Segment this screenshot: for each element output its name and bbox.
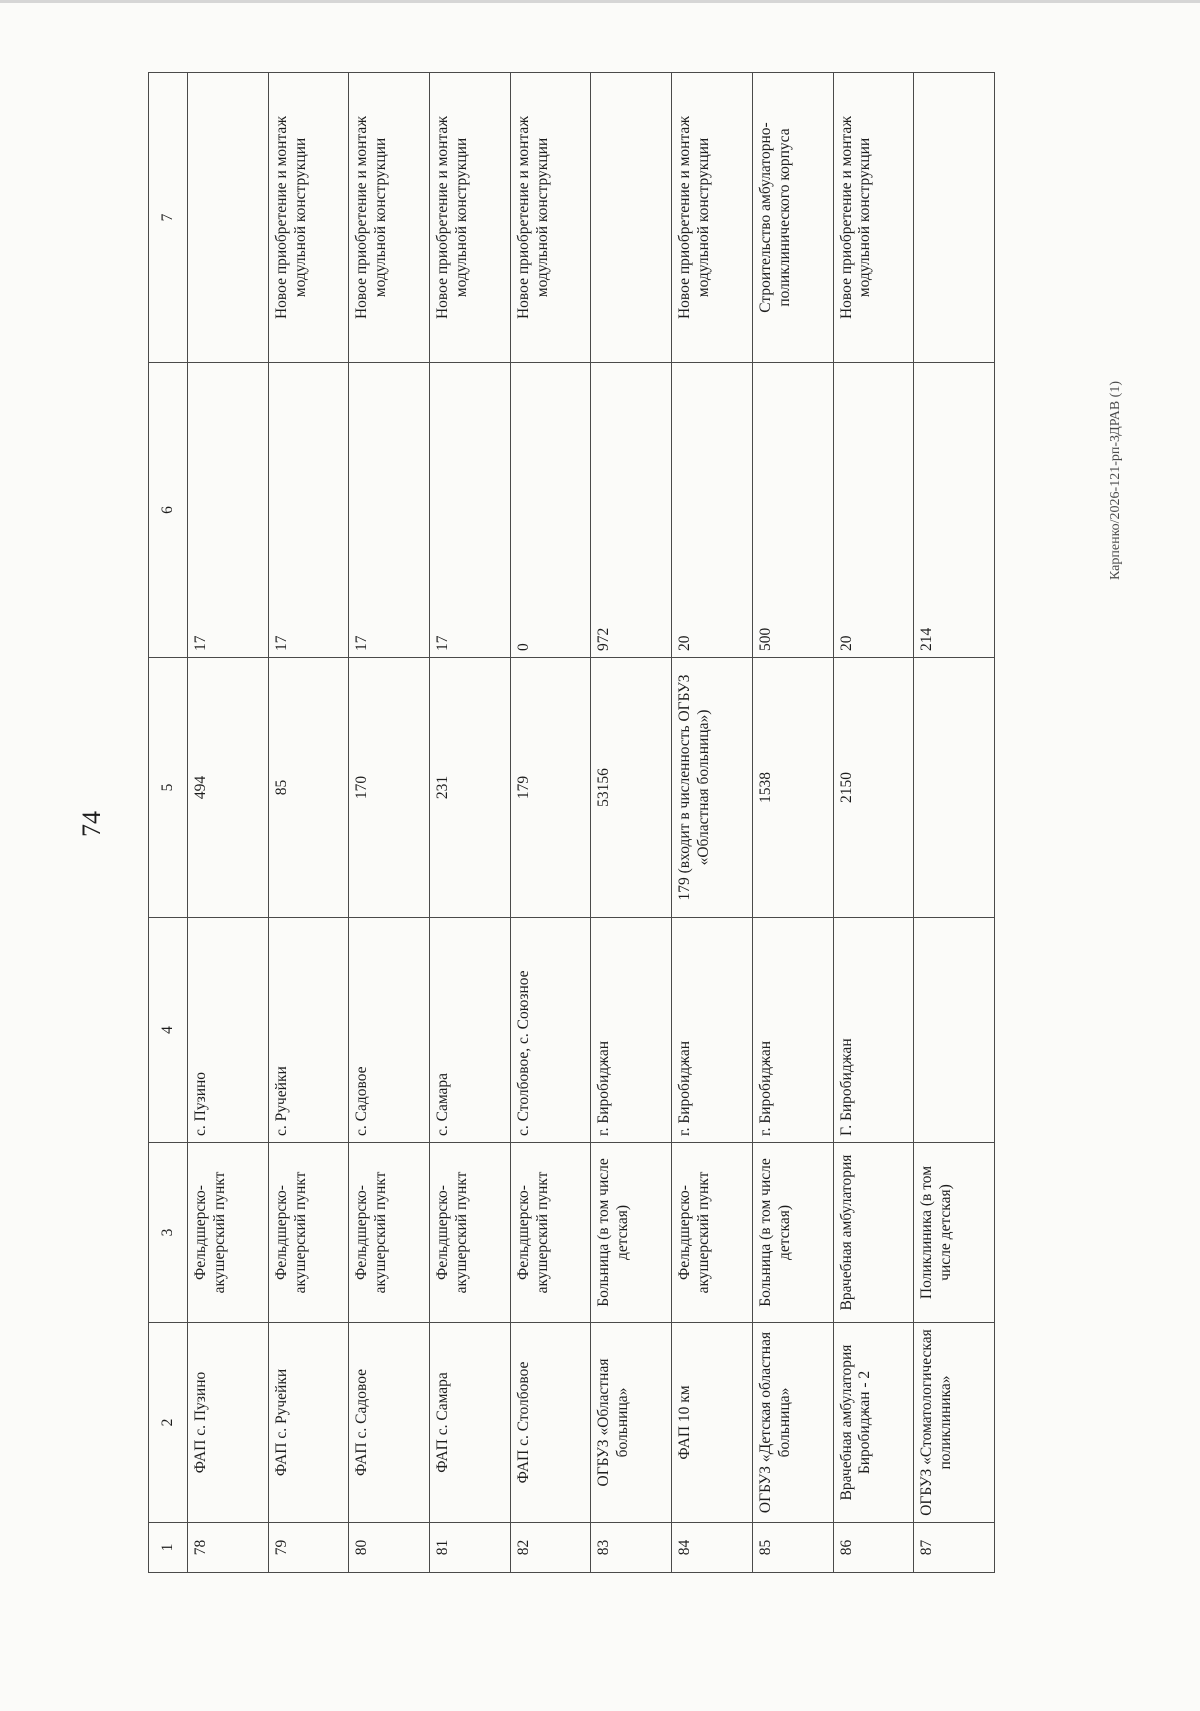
table-cell: ФАП с. Пузино <box>188 1323 269 1523</box>
table-cell: Строительство амбулаторно-поликлинического корпуса <box>752 73 833 363</box>
table-header <box>149 73 188 1573</box>
table-row <box>510 73 591 1573</box>
table-cell: Новое приобретение и монтаж модульной конструкции <box>833 73 914 363</box>
table-cell: 87 <box>914 1523 995 1573</box>
table-cell: с. Пузино <box>188 918 269 1143</box>
table-row <box>268 73 349 1573</box>
table-cell: Фельдшерско-акушерский пункт <box>510 1143 591 1323</box>
table-row <box>833 73 914 1573</box>
table-cell: 20 <box>672 363 753 658</box>
table-cell: 84 <box>672 1523 753 1573</box>
table-cell: 85 <box>268 658 349 918</box>
table-cell: 83 <box>591 1523 672 1573</box>
table-cell: Новое приобретение и монтаж модульной конструкции <box>430 73 511 363</box>
table-cell: Новое приобретение и монтаж модульной конструкции <box>510 73 591 363</box>
table-cell: 972 <box>591 363 672 658</box>
table-cell <box>914 918 995 1143</box>
table-cell: ФАП с. Столбовое <box>510 1323 591 1523</box>
table-cell: Новое приобретение и монтаж модульной конструкции <box>268 73 349 363</box>
table-row <box>188 73 269 1573</box>
table-cell: Врачебная амбулатория Биробиджан - 2 <box>833 1323 914 1523</box>
table-cell: 20 <box>833 363 914 658</box>
column-header: 3 <box>149 1143 188 1323</box>
table-cell: г. Биробиджан <box>672 918 753 1143</box>
column-header: 7 <box>149 73 188 363</box>
column-header: 4 <box>149 918 188 1143</box>
column-header: 5 <box>149 658 188 918</box>
table-cell: 78 <box>188 1523 269 1573</box>
facilities-table <box>148 72 995 1573</box>
table-cell: 79 <box>268 1523 349 1573</box>
table-cell: Врачебная амбулатория <box>833 1143 914 1323</box>
table-cell: ФАП 10 км <box>672 1323 753 1523</box>
table-cell: Фельдшерско-акушерский пункт <box>268 1143 349 1323</box>
table-cell: ОГБУЗ «Стоматологическая поликлиника» <box>914 1323 995 1523</box>
table-cell: ОГБУЗ «Детская областная больница» <box>752 1323 833 1523</box>
table-cell <box>591 73 672 363</box>
facilities-table-rotated <box>148 73 995 1573</box>
table-row <box>752 73 833 1573</box>
column-header: 2 <box>149 1323 188 1523</box>
table-cell: 82 <box>510 1523 591 1573</box>
table-cell: ФАП с. Ручейки <box>268 1323 349 1523</box>
table-cell: с. Самара <box>430 918 511 1143</box>
table-row <box>591 73 672 1573</box>
table-row <box>349 73 430 1573</box>
table-cell: 179 (входит в численность ОГБУЗ «Областная больница») <box>672 658 753 918</box>
table-cell: Фельдшерско-акушерский пункт <box>672 1143 753 1323</box>
table-cell: с. Садовое <box>349 918 430 1143</box>
table-cell: Фельдшерско-акушерский пункт <box>188 1143 269 1323</box>
table-cell: 80 <box>349 1523 430 1573</box>
table-cell: 231 <box>430 658 511 918</box>
table-cell: г. Биробиджан <box>752 918 833 1143</box>
table-cell: ОГБУЗ «Областная больница» <box>591 1323 672 1523</box>
table-cell <box>914 73 995 363</box>
table-cell: 0 <box>510 363 591 658</box>
table-row <box>430 73 511 1573</box>
table-cell: 17 <box>349 363 430 658</box>
table-cell: 1538 <box>752 658 833 918</box>
table-cell: Фельдшерско-акушерский пункт <box>430 1143 511 1323</box>
table-cell: 2150 <box>833 658 914 918</box>
table-body <box>188 73 995 1573</box>
table-cell: г. Биробиджан <box>591 918 672 1143</box>
table-cell: с. Ручейки <box>268 918 349 1143</box>
table-cell: 86 <box>833 1523 914 1573</box>
table-cell <box>914 658 995 918</box>
header-row <box>149 73 188 1573</box>
table-cell: Новое приобретение и монтаж модульной конструкции <box>349 73 430 363</box>
table-cell: 214 <box>914 363 995 658</box>
page-number: 74 <box>77 811 106 837</box>
column-header: 6 <box>149 363 188 658</box>
table-cell: 17 <box>188 363 269 658</box>
table-cell: Новое приобретение и монтаж модульной конструкции <box>672 73 753 363</box>
table-cell <box>188 73 269 363</box>
table-cell: 81 <box>430 1523 511 1573</box>
table-cell: 500 <box>752 363 833 658</box>
table-cell: 170 <box>349 658 430 918</box>
table-cell: 494 <box>188 658 269 918</box>
table-cell: ФАП с. Самара <box>430 1323 511 1523</box>
table-row <box>914 73 995 1573</box>
document-reference: Карпенко/2026-121-рп-ЗДРАВ (1) <box>1108 380 1123 580</box>
table-cell: 85 <box>752 1523 833 1573</box>
table-cell: 179 <box>510 658 591 918</box>
column-header: 1 <box>149 1523 188 1573</box>
table-cell: Поликлиника (в том числе детская) <box>914 1143 995 1323</box>
table-cell: ФАП с. Садовое <box>349 1323 430 1523</box>
table-cell: Больница (в том числе детская) <box>752 1143 833 1323</box>
scan-top-edge <box>0 0 1200 3</box>
table-cell: Г. Биробиджан <box>833 918 914 1143</box>
table-cell: 17 <box>430 363 511 658</box>
table-cell: Больница (в том числе детская) <box>591 1143 672 1323</box>
table-cell: 53156 <box>591 658 672 918</box>
table-cell: с. Столбовое, с. Союзное <box>510 918 591 1143</box>
table-cell: 17 <box>268 363 349 658</box>
table-cell: Фельдшерско-акушерский пункт <box>349 1143 430 1323</box>
table-row <box>672 73 753 1573</box>
